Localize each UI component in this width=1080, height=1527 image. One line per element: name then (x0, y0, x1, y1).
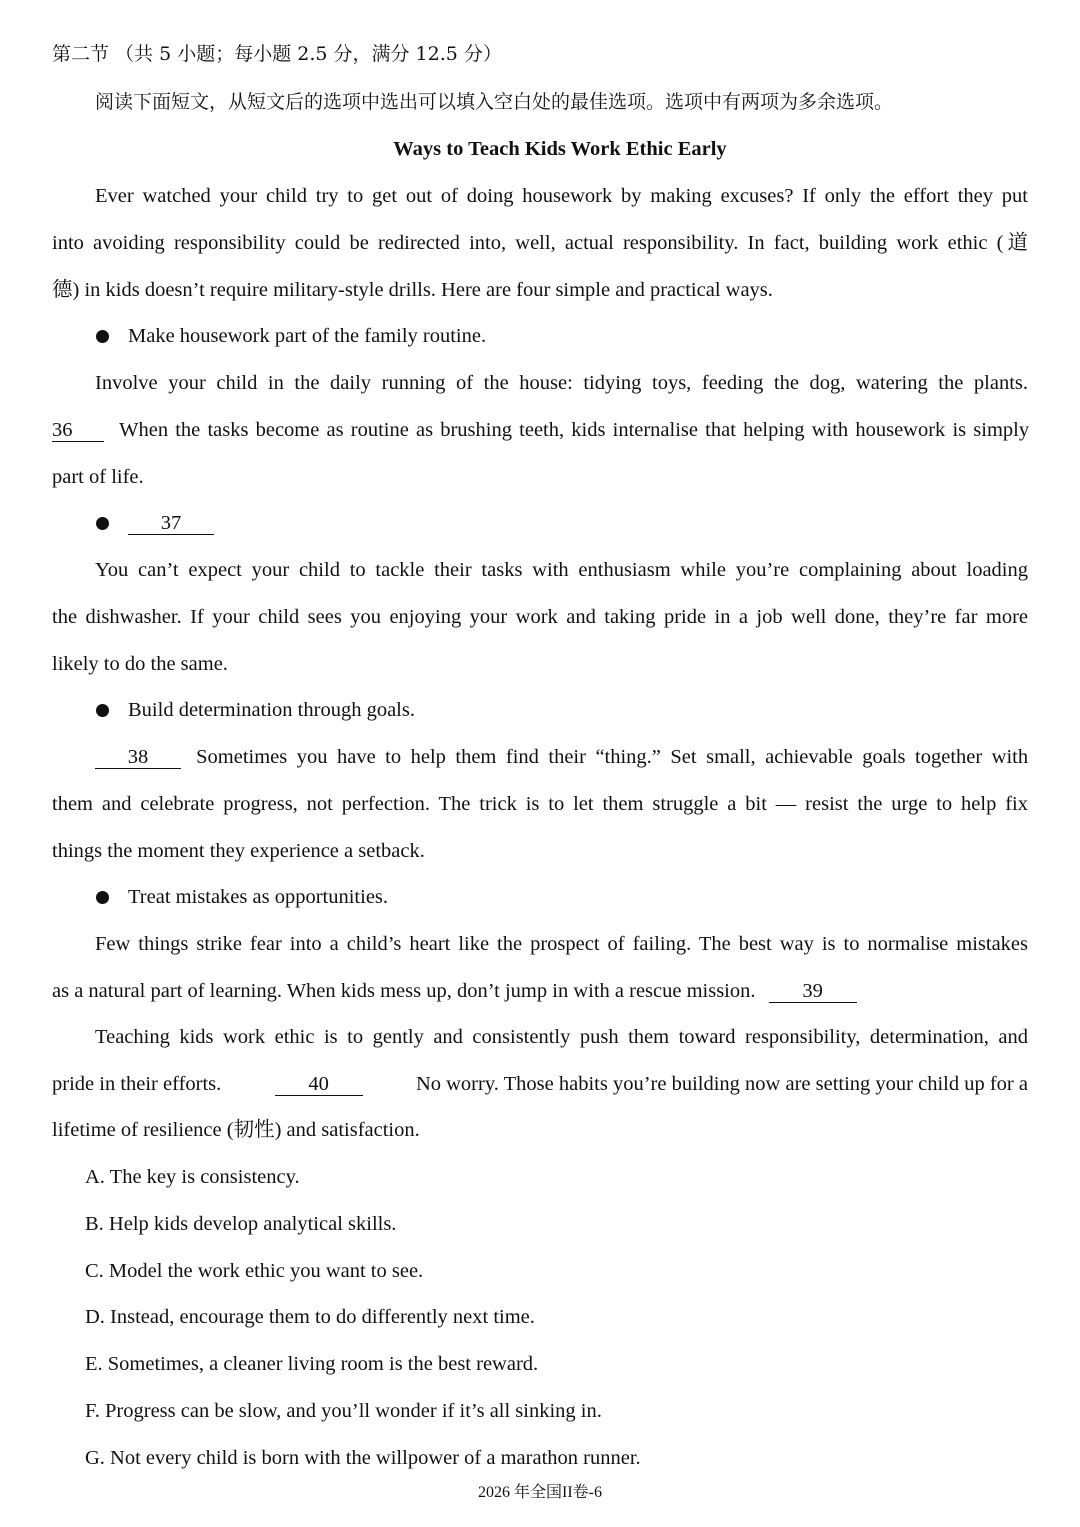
heading-2 (128, 509, 214, 537)
para1-line-1: Involve your child in the daily running of the house: tidying toys, feeding the dog, watering the plants. (95, 372, 1028, 394)
para5-line-2-rest: No worry. Those habits you’re building now are setting your child up for a (415, 1073, 1028, 1095)
intro-line-1: Ever watched your child try to get out of doing housework by making excuses? If only the effort they put (95, 185, 1028, 207)
blank-38[interactable]: 38 (95, 746, 181, 769)
heading-4: Treat mistakes as opportunities. (128, 886, 389, 908)
blank-39[interactable]: 39 (769, 980, 857, 1003)
para3-line-1 (95, 743, 1028, 771)
para3-line-1-text: Sometimes you have to help them find their “thing.” Set small, achievable goals together with (196, 746, 1029, 768)
heading-3: Build determination through goals. (128, 699, 415, 721)
para5-line-2-start: pride in their efforts. (52, 1073, 222, 1095)
option-g[interactable]: G. Not every child is born with the willpower of a marathon runner. (85, 1447, 641, 1469)
heading-1: Make housework part of the family routine. (128, 325, 487, 347)
option-c[interactable]: C. Model the work ethic you want to see. (85, 1260, 424, 1282)
blank-37[interactable]: 37 (128, 512, 214, 535)
para2-line-3: likely to do the same. (52, 653, 228, 675)
intro-line-2: into avoiding responsibility could be redirected into, well, actual responsibility. In fact, building work ethic (道 (52, 232, 1028, 254)
bullet-icon (96, 891, 109, 904)
para4-line-2 (52, 977, 1028, 1005)
para4-line-2-text: as a natural part of learning. When kids mess up, don’t jump in with a rescue mission. (52, 980, 756, 1002)
bullet-icon (96, 330, 109, 343)
instructions (95, 88, 1028, 116)
para5-line-2 (52, 1070, 1028, 1098)
blank-40[interactable]: 40 (275, 1073, 363, 1096)
para5-line-3: lifetime of resilience (韧性) and satisfaction. (52, 1119, 420, 1141)
bullet-icon (96, 517, 109, 530)
para4-line-1: Few things strike fear into a child’s heart like the prospect of failing. The best way is to normalise mistakes (95, 933, 1028, 955)
option-d[interactable]: D. Instead, encourage them to do differently next time. (85, 1306, 535, 1328)
para1-line-2-text: When the tasks become as routine as brushing teeth, kids internalise that helping with housework is simply (119, 419, 1030, 441)
para2-line-1: You can’t expect your child to tackle their tasks with enthusiasm while you’re complaining about loading (95, 559, 1028, 581)
intro-line-3: 德) in kids doesn’t require military-style drills. Here are four simple and practical ways. (52, 279, 773, 301)
para3-line-2: them and celebrate progress, not perfection. The trick is to let them struggle a bit — resist the urge to help fix (52, 793, 1028, 815)
para3-line-3: things the moment they experience a setback. (52, 840, 425, 862)
option-e[interactable]: E. Sometimes, a cleaner living room is the best reward. (85, 1353, 539, 1375)
blank-36[interactable]: 36 (52, 419, 104, 442)
option-a[interactable]: A. The key is consistency. (85, 1166, 300, 1188)
para1-line-2 (52, 416, 1028, 444)
page-footer: 2026 年全国II卷-6 (478, 1484, 602, 1501)
instructions-text: 阅读下面短文，从短文后的选项中选出可以填入空白处的最佳选项。选项中有两项为多余选项。 (95, 91, 894, 113)
section-header (52, 40, 1028, 68)
para2-line-2: the dishwasher. If your child sees you enjoying your work and taking pride in a job well done, they’re far more (52, 606, 1028, 628)
section-header-text: 第二节 （共 5 小题；每小题 2.5 分，满分 12.5 分） (52, 43, 502, 65)
para5-line-1: Teaching kids work ethic is to gently and consistently push them toward responsibility, determination, and (95, 1026, 1028, 1048)
para1-line-3: part of life. (52, 466, 144, 488)
option-b[interactable]: B. Help kids develop analytical skills. (85, 1213, 397, 1235)
passage-title: Ways to Teach Kids Work Ethic Early (393, 138, 727, 160)
option-f[interactable]: F. Progress can be slow, and you’ll wonder if it’s all sinking in. (85, 1400, 602, 1422)
bullet-icon (96, 704, 109, 717)
